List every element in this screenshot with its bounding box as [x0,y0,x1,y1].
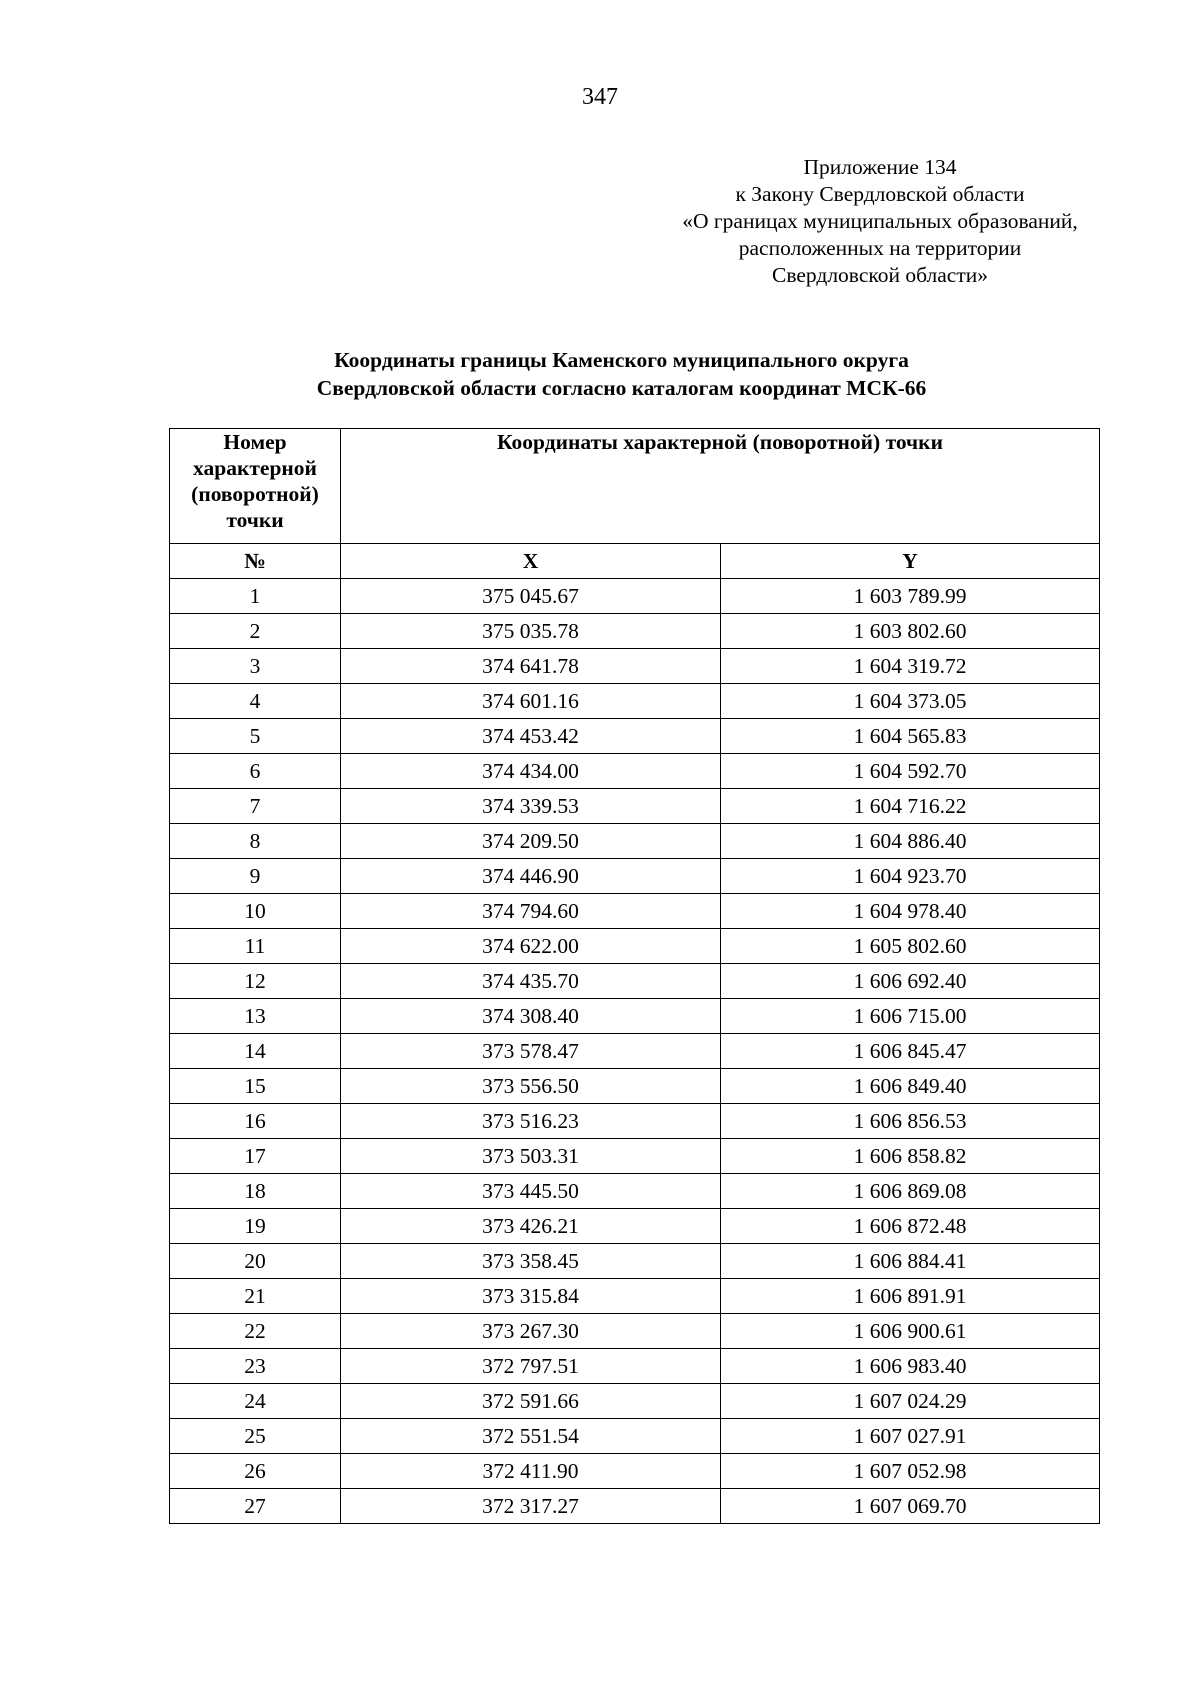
cell-y: 1 604 716.22 [721,789,1100,824]
cell-x: 372 411.90 [341,1454,721,1489]
cell-y: 1 606 845.47 [721,1034,1100,1069]
cell-y: 1 604 565.83 [721,719,1100,754]
cell-y: 1 607 052.98 [721,1454,1100,1489]
cell-x: 375 035.78 [341,614,721,649]
table-row [170,1279,1100,1314]
table-row [170,684,1100,719]
table-row [170,754,1100,789]
cell-y: 1 606 900.61 [721,1314,1100,1349]
cell-x: 373 556.50 [341,1069,721,1104]
cell-x: 375 045.67 [341,579,721,614]
header-point-number: Номер характерной (поворотной) точки [170,429,341,544]
cell-x: 373 516.23 [341,1104,721,1139]
cell-y: 1 606 869.08 [721,1174,1100,1209]
cell-y: 1 607 024.29 [721,1384,1100,1419]
cell-point-number: 9 [170,859,341,894]
cell-y: 1 607 069.70 [721,1489,1100,1524]
appendix-line: к Закону Свердловской области [735,182,1025,206]
cell-y: 1 603 802.60 [721,614,1100,649]
cell-y: 1 604 373.05 [721,684,1100,719]
cell-y: 1 607 027.91 [721,1419,1100,1454]
cell-y: 1 603 789.99 [721,579,1100,614]
cell-x: 374 641.78 [341,649,721,684]
page-number: 347 [582,84,618,110]
cell-point-number: 13 [170,999,341,1034]
table-row [170,1314,1100,1349]
table-row [170,1489,1100,1524]
appendix-line: Свердловской области» [772,263,988,287]
table-row [170,999,1100,1034]
cell-y: 1 604 978.40 [721,894,1100,929]
table-row [170,1034,1100,1069]
table-row [170,1139,1100,1174]
table-row [170,1069,1100,1104]
table-row [170,579,1100,614]
cell-point-number: 12 [170,964,341,999]
subheader-x: X [341,544,721,579]
appendix-line: расположенных на территории [738,236,1022,260]
coordinates-table [169,428,1100,1524]
cell-point-number: 27 [170,1489,341,1524]
cell-y: 1 606 849.40 [721,1069,1100,1104]
cell-x: 374 434.00 [341,754,721,789]
cell-x: 373 503.31 [341,1139,721,1174]
table-header-row [170,429,1100,544]
cell-point-number: 19 [170,1209,341,1244]
table-row [170,824,1100,859]
cell-x: 374 339.53 [341,789,721,824]
cell-y: 1 605 802.60 [721,929,1100,964]
cell-y: 1 606 858.82 [721,1139,1100,1174]
cell-point-number: 22 [170,1314,341,1349]
cell-x: 372 591.66 [341,1384,721,1419]
table-row [170,964,1100,999]
title-line-1: Координаты границы Каменского муниципального округа [334,348,909,372]
cell-y: 1 604 923.70 [721,859,1100,894]
cell-point-number: 21 [170,1279,341,1314]
table-row [170,1454,1100,1489]
table-row [170,1384,1100,1419]
cell-x: 373 358.45 [341,1244,721,1279]
cell-point-number: 16 [170,1104,341,1139]
cell-x: 374 453.42 [341,719,721,754]
cell-x: 372 797.51 [341,1349,721,1384]
cell-y: 1 606 856.53 [721,1104,1100,1139]
cell-point-number: 15 [170,1069,341,1104]
cell-point-number: 1 [170,579,341,614]
cell-point-number: 25 [170,1419,341,1454]
table-row [170,1209,1100,1244]
cell-y: 1 606 872.48 [721,1209,1100,1244]
cell-x: 373 426.21 [341,1209,721,1244]
table-row [170,649,1100,684]
appendix-line: «О границах муниципальных образований, [682,209,1078,233]
table-row [170,929,1100,964]
cell-point-number: 2 [170,614,341,649]
cell-y: 1 606 715.00 [721,999,1100,1034]
table-row [170,1104,1100,1139]
subheader-y: Y [721,544,1100,579]
header-coordinates: Координаты характерной (поворотной) точки [341,429,1100,544]
title-line-2: Свердловской области согласно каталогам координат МСК-66 [316,376,927,400]
table-row [170,1174,1100,1209]
table-row [170,719,1100,754]
cell-point-number: 26 [170,1454,341,1489]
document-title [157,346,1086,402]
table-row [170,894,1100,929]
cell-point-number: 8 [170,824,341,859]
cell-point-number: 23 [170,1349,341,1384]
table-row [170,859,1100,894]
cell-y: 1 606 692.40 [721,964,1100,999]
table-row [170,1244,1100,1279]
cell-x: 373 315.84 [341,1279,721,1314]
cell-x: 373 578.47 [341,1034,721,1069]
cell-point-number: 18 [170,1174,341,1209]
cell-y: 1 606 983.40 [721,1349,1100,1384]
subheader-number: № [170,544,341,579]
cell-point-number: 10 [170,894,341,929]
cell-x: 374 308.40 [341,999,721,1034]
cell-point-number: 3 [170,649,341,684]
cell-x: 374 622.00 [341,929,721,964]
cell-point-number: 20 [170,1244,341,1279]
cell-x: 374 601.16 [341,684,721,719]
cell-x: 373 267.30 [341,1314,721,1349]
cell-y: 1 604 886.40 [721,824,1100,859]
cell-point-number: 6 [170,754,341,789]
cell-y: 1 604 592.70 [721,754,1100,789]
cell-x: 372 317.27 [341,1489,721,1524]
cell-x: 372 551.54 [341,1419,721,1454]
cell-point-number: 17 [170,1139,341,1174]
table-row [170,614,1100,649]
cell-point-number: 11 [170,929,341,964]
cell-y: 1 606 891.91 [721,1279,1100,1314]
table-row [170,1349,1100,1384]
appendix-header [640,154,1120,289]
cell-point-number: 5 [170,719,341,754]
cell-point-number: 4 [170,684,341,719]
cell-y: 1 606 884.41 [721,1244,1100,1279]
table-row [170,1419,1100,1454]
cell-point-number: 14 [170,1034,341,1069]
cell-point-number: 7 [170,789,341,824]
table-subheader-row [170,544,1100,579]
appendix-line: Приложение 134 [803,155,957,179]
table-row [170,789,1100,824]
cell-x: 373 445.50 [341,1174,721,1209]
cell-y: 1 604 319.72 [721,649,1100,684]
cell-x: 374 209.50 [341,824,721,859]
cell-x: 374 794.60 [341,894,721,929]
cell-point-number: 24 [170,1384,341,1419]
cell-x: 374 446.90 [341,859,721,894]
cell-x: 374 435.70 [341,964,721,999]
